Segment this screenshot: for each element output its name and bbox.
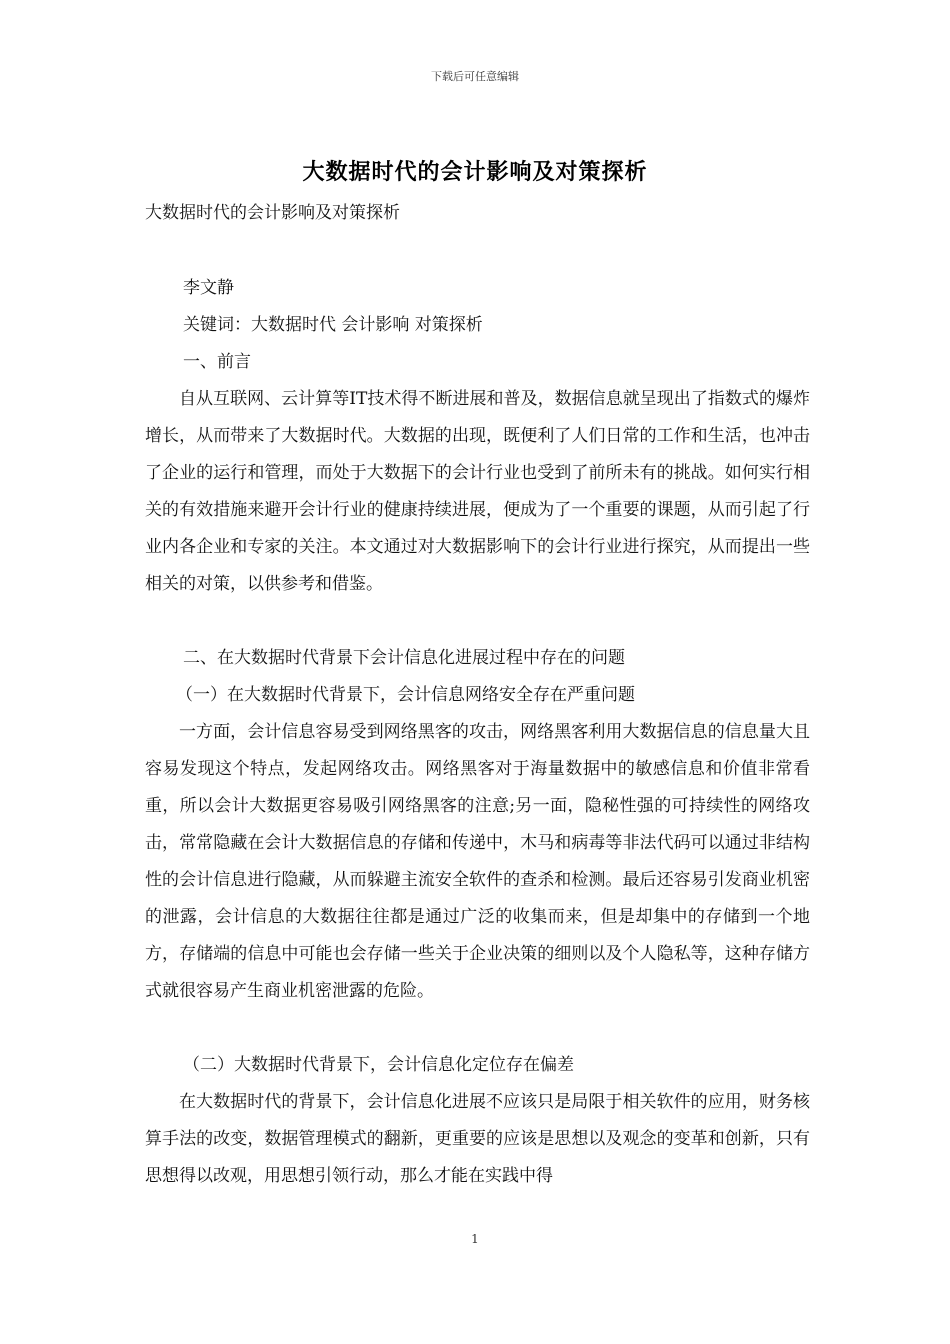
paragraph-text: 自从互联网、云计算等IT技术得不断进展和普及，数据信息就呈现出了指数式的爆炸增长，从而带来了大数据时代。大数据的出现，既便利了人们日常的工作和生活，也冲击了企业的运行和管理，而处于大数据下的会计行业也受到了前所未有的挑战。如何实行相关的有效措施来避开会计行业的健康持续进展，便成为了一个重要的课题，从而引起了行业内各企业和专家的关注。本文通过对大数据影响下的会计行业进行探究，从而提出一些相关的对策，以供参考和借鉴。 xyxy=(145,389,810,594)
subsection2-heading: （二）大数据时代背景下，会计信息化定位存在偏差 xyxy=(183,1055,574,1075)
subsection1-paragraph xyxy=(145,714,810,1010)
header-note: 下载后可任意编辑 xyxy=(431,70,519,83)
paragraph-text: 在大数据时代的背景下，会计信息化进展不应该只是局限于相关软件的应用，财务核算手法的改变，数据管理模式的翻新，更重要的应该是思想以及观念的变革和创新，只有思想得以改观，用思想引领行动，那么才能在实践中得 xyxy=(145,1092,810,1186)
section2-heading: 二、在大数据时代背景下会计信息化进展过程中存在的问题 xyxy=(183,648,625,668)
paragraph-text: 一方面，会计信息容易受到网络黑客的攻击，网络黑客利用大数据信息的信息量大且容易发现这个特点，发起网络攻击。网络黑客对于海量数据中的敏感信息和价值非常看重，所以会计大数据更容易吸引网络黑客的注意;另一面，隐秘性强的可持续性的网络攻击，常常隐藏在会计大数据信息的存储和传递中，木马和病毒等非法代码可以通过非结构性的会计信息进行隐藏，从而躲避主流安全软件的查杀和检测。最后还容易引发商业机密的泄露，会计信息的大数据往往都是通过广泛的收集而来，但是却集中的存储到一个地方，存储端的信息中可能也会存储一些关于企业决策的细则以及个人隐私等，这种存储方式就很容易产生商业机密泄露的危险。 xyxy=(145,722,810,1001)
keywords: 关键词：大数据时代 会计影响 对策探析 xyxy=(183,315,483,335)
document-title: 大数据时代的会计影响及对策探析 xyxy=(302,159,648,185)
section1-heading: 一、前言 xyxy=(183,352,251,372)
subsection2-paragraph xyxy=(145,1084,810,1195)
subtitle: 大数据时代的会计影响及对策探析 xyxy=(145,203,400,223)
subsection1-heading: （一）在大数据时代背景下，会计信息网络安全存在严重问题 xyxy=(176,685,635,705)
author: 李文静 xyxy=(183,278,234,298)
page-number: 1 xyxy=(471,1232,479,1246)
section1-paragraph xyxy=(145,381,810,603)
